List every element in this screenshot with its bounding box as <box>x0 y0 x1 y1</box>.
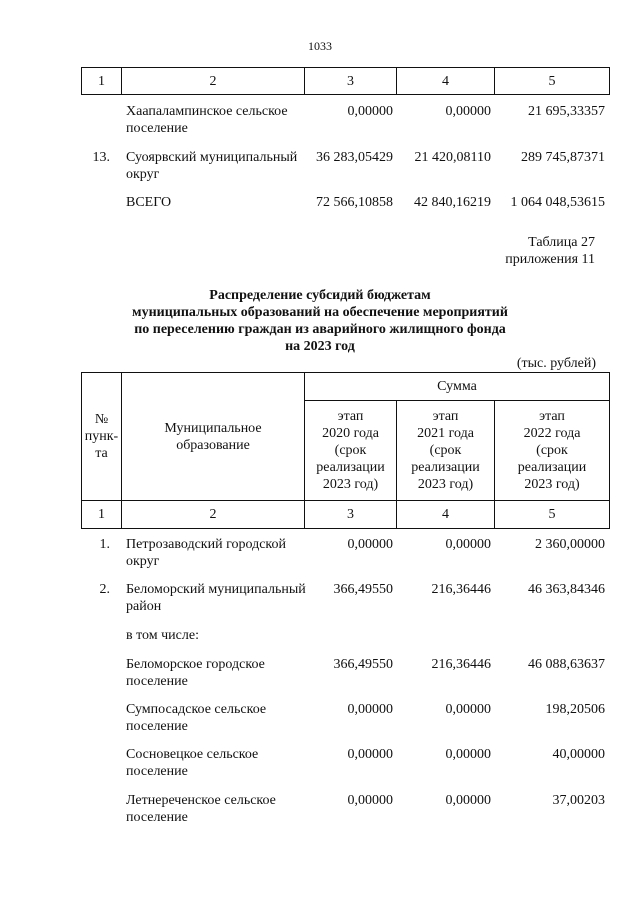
page-number: 1033 <box>308 39 332 53</box>
table-row <box>0 581 640 621</box>
value-2021: 0,00000 <box>445 793 491 808</box>
municipality-name: Летнереченское сельское поселение <box>126 793 276 825</box>
municipality-name: Сумпосадское сельское поселение <box>126 702 267 734</box>
header-stage-2020: этап 2020 года (срок реализации 2023 год) <box>305 401 397 501</box>
value-2022: 40,00000 <box>552 747 605 762</box>
number-row-col-1: 1 <box>82 501 122 529</box>
header-number-column: № пунк- та <box>82 373 122 501</box>
value-2020: 0,00000 <box>347 537 393 552</box>
table-label-number: Таблица 27 <box>528 235 595 250</box>
top-header-col-5: 5 <box>495 68 610 95</box>
value-2022: 289 745,87371 <box>521 150 605 165</box>
value-2021: 42 840,16219 <box>414 195 491 210</box>
municipality-name: Суоярвский муниципальный округ <box>126 150 298 182</box>
number-row-col-3: 3 <box>305 501 397 529</box>
municipality-name: Беломорский муниципальный район <box>126 582 306 614</box>
main-table-header <box>81 372 610 529</box>
table-label-appendix: приложения 11 <box>505 252 595 267</box>
row-number: 2. <box>99 582 110 597</box>
table-row <box>0 656 640 696</box>
top-header-col-1: 1 <box>82 68 122 95</box>
value-2020: 72 566,10858 <box>316 195 393 210</box>
value-2022: 37,00203 <box>552 793 605 808</box>
value-2022: 21 695,33357 <box>528 104 605 119</box>
header-sum: Сумма <box>305 373 610 401</box>
title-line-2: муниципальных образований на обеспечение мероприятий <box>132 305 508 320</box>
header-municipality-column: Муниципальное образование <box>122 373 305 501</box>
table-row <box>0 103 640 143</box>
including-label: в том числе: <box>126 628 199 643</box>
top-table-header <box>81 67 610 95</box>
value-2022: 46 363,84346 <box>528 582 605 597</box>
municipality-name: Петрозаводский городской округ <box>126 537 287 569</box>
title-line-3: по переселению граждан из аварийного жилищного фонда <box>134 322 506 337</box>
number-row-col-4: 4 <box>397 501 495 529</box>
value-2022: 198,20506 <box>545 702 605 717</box>
value-2021: 0,00000 <box>445 747 491 762</box>
table-title <box>0 287 640 355</box>
value-2021: 21 420,08110 <box>414 150 491 165</box>
header-stage-2022: этап 2022 года (срок реализации 2023 год) <box>495 401 610 501</box>
top-header-col-3: 3 <box>305 68 397 95</box>
number-row-col-2: 2 <box>122 501 305 529</box>
table-row <box>0 746 640 786</box>
table-row <box>0 701 640 741</box>
value-2021: 0,00000 <box>445 537 491 552</box>
value-2022: 1 064 048,53615 <box>510 195 605 210</box>
table-row <box>0 149 640 189</box>
row-number: 13. <box>92 150 110 165</box>
value-2020: 366,49550 <box>333 582 393 597</box>
units-label: (тыс. рублей) <box>516 356 596 371</box>
table-row <box>0 792 640 832</box>
value-2022: 2 360,00000 <box>535 537 605 552</box>
header-stage-2021: этап 2021 года (срок реализации 2023 год) <box>397 401 495 501</box>
table-row-total <box>0 194 640 234</box>
municipality-name: ВСЕГО <box>126 195 172 210</box>
row-number: 1. <box>99 537 110 552</box>
value-2022: 46 088,63637 <box>528 657 605 672</box>
top-header-col-2: 2 <box>122 68 305 95</box>
municipality-name: Сосновецкое сельское поселение <box>126 747 259 779</box>
value-2021: 216,36446 <box>431 657 491 672</box>
top-header-col-4: 4 <box>397 68 495 95</box>
value-2021: 0,00000 <box>445 104 491 119</box>
value-2020: 36 283,05429 <box>316 150 393 165</box>
municipality-name: Беломорское городское поселение <box>126 657 265 689</box>
value-2020: 0,00000 <box>347 747 393 762</box>
value-2021: 216,36446 <box>431 582 491 597</box>
value-2020: 366,49550 <box>333 657 393 672</box>
value-2020: 0,00000 <box>347 702 393 717</box>
value-2020: 0,00000 <box>347 793 393 808</box>
title-line-4: на 2023 год <box>285 339 355 354</box>
value-2021: 0,00000 <box>445 702 491 717</box>
municipality-name: Хаапалампинское сельское поселение <box>126 104 288 136</box>
number-row-col-5: 5 <box>495 501 610 529</box>
value-2020: 0,00000 <box>347 104 393 119</box>
title-line-1: Распределение субсидий бюджетам <box>209 288 431 303</box>
table-row <box>0 536 640 576</box>
